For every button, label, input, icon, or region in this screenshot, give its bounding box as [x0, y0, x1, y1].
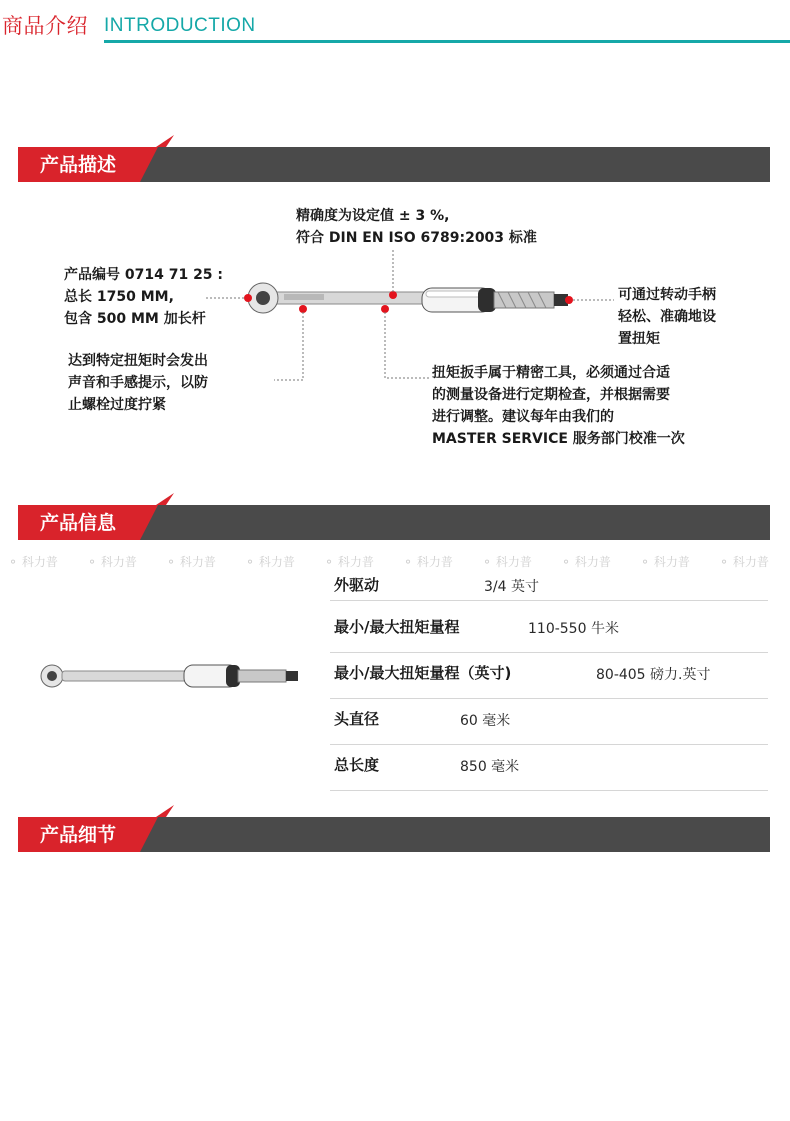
- spec-value: 850 毫米: [460, 759, 520, 775]
- watermark: ⚬ 科力普: [87, 555, 137, 569]
- watermark-text: 科力普: [574, 555, 611, 569]
- watermark: ⚬ 科力普: [640, 555, 690, 569]
- watermark-text: 科力普: [732, 555, 769, 569]
- spec-row: [330, 698, 768, 745]
- watermark: ⚬ 科力普: [245, 555, 295, 569]
- leader-signal: [274, 312, 303, 380]
- watermark: ⚬ 科力普: [403, 555, 453, 569]
- annotation-line: 达到特定扭矩时会发出: [68, 353, 208, 369]
- section-tab-flag: [156, 493, 174, 505]
- annotation-line: 总长 1750 MM,: [64, 289, 174, 305]
- spec-row: [330, 606, 768, 653]
- annotation-line: MASTER SERVICE 服务部门校准一次: [432, 431, 685, 447]
- leader-calibration: [385, 312, 430, 378]
- section-title: 产品描述: [40, 154, 117, 176]
- callout-dot-handle: [565, 296, 573, 304]
- watermark-text: 科力普: [21, 555, 58, 569]
- callout-dot-accuracy: [389, 291, 397, 299]
- section-tab-flag: [156, 805, 174, 817]
- watermark-text: 科力普: [258, 555, 295, 569]
- annotation-line: 轻松、准确地设: [618, 309, 716, 325]
- watermark-text: 科力普: [495, 555, 532, 569]
- intro-title-en: INTRODUCTION: [104, 15, 256, 36]
- annotation-line: 扭矩扳手属于精密工具，必须通过合适: [432, 365, 670, 381]
- spec-key: 最小/最大扭矩量程（英寸): [334, 664, 512, 682]
- annotation-line: 置扭矩: [618, 331, 660, 347]
- annotation-line: 的测量设备进行定期检查，并根据需要: [432, 387, 670, 403]
- watermark-text: 科力普: [100, 555, 137, 569]
- section-info-bar: [18, 505, 770, 540]
- watermark-text: 科力普: [337, 555, 374, 569]
- watermark: ⚬ 科力普: [482, 555, 532, 569]
- spec-value: 110-550 牛米: [528, 621, 619, 637]
- annotation-line: 产品编号 0714 71 25 :: [64, 267, 224, 283]
- section-title: 产品细节: [40, 824, 117, 846]
- section-detail-bar: [18, 817, 770, 852]
- watermark: ⚬ 科力普: [166, 555, 216, 569]
- annotation-line: 包含 500 MM 加长杆: [64, 311, 206, 327]
- spec-row: [330, 652, 768, 699]
- watermark-text: 科力普: [416, 555, 453, 569]
- torque-wrench-diagram: [0, 0, 790, 460]
- callout-dot-head: [244, 294, 252, 302]
- watermark: ⚬ 科力普: [719, 555, 769, 569]
- watermark: ⚬ 科力普: [8, 555, 58, 569]
- product-image: [38, 655, 308, 695]
- spec-key: 头直径: [334, 710, 380, 728]
- spec-key: 外驱动: [334, 576, 380, 594]
- spec-row: [330, 566, 768, 601]
- spec-value: 3/4 英寸: [484, 579, 539, 595]
- callout-dot-calibration: [381, 305, 389, 313]
- annotation-line: 声音和手感提示，以防: [68, 375, 208, 391]
- annotation-line: 可通过转动手柄: [618, 287, 716, 303]
- watermark-text: 科力普: [653, 555, 690, 569]
- watermark: ⚬ 科力普: [324, 555, 374, 569]
- annotation-line: 精确度为设定值 ± 3 %,: [296, 208, 450, 224]
- annotation-line: 止螺栓过度拧紧: [68, 397, 166, 413]
- watermark-text: 科力普: [179, 555, 216, 569]
- intro-title-cn: 商品介绍: [2, 14, 88, 38]
- watermark: ⚬ 科力普: [561, 555, 611, 569]
- spec-key: 总长度: [334, 756, 380, 774]
- spec-value: 80-405 磅力.英寸: [596, 667, 711, 683]
- annotation-line: 进行调整。建议每年由我们的: [432, 409, 614, 425]
- annotation-line: 符合 DIN EN ISO 6789:2003 标准: [296, 230, 537, 246]
- spec-row: [330, 744, 768, 791]
- section-title: 产品信息: [40, 512, 117, 534]
- callout-dot-signal: [299, 305, 307, 313]
- spec-value: 60 毫米: [460, 713, 511, 729]
- spec-key: 最小/最大扭矩量程: [334, 618, 460, 636]
